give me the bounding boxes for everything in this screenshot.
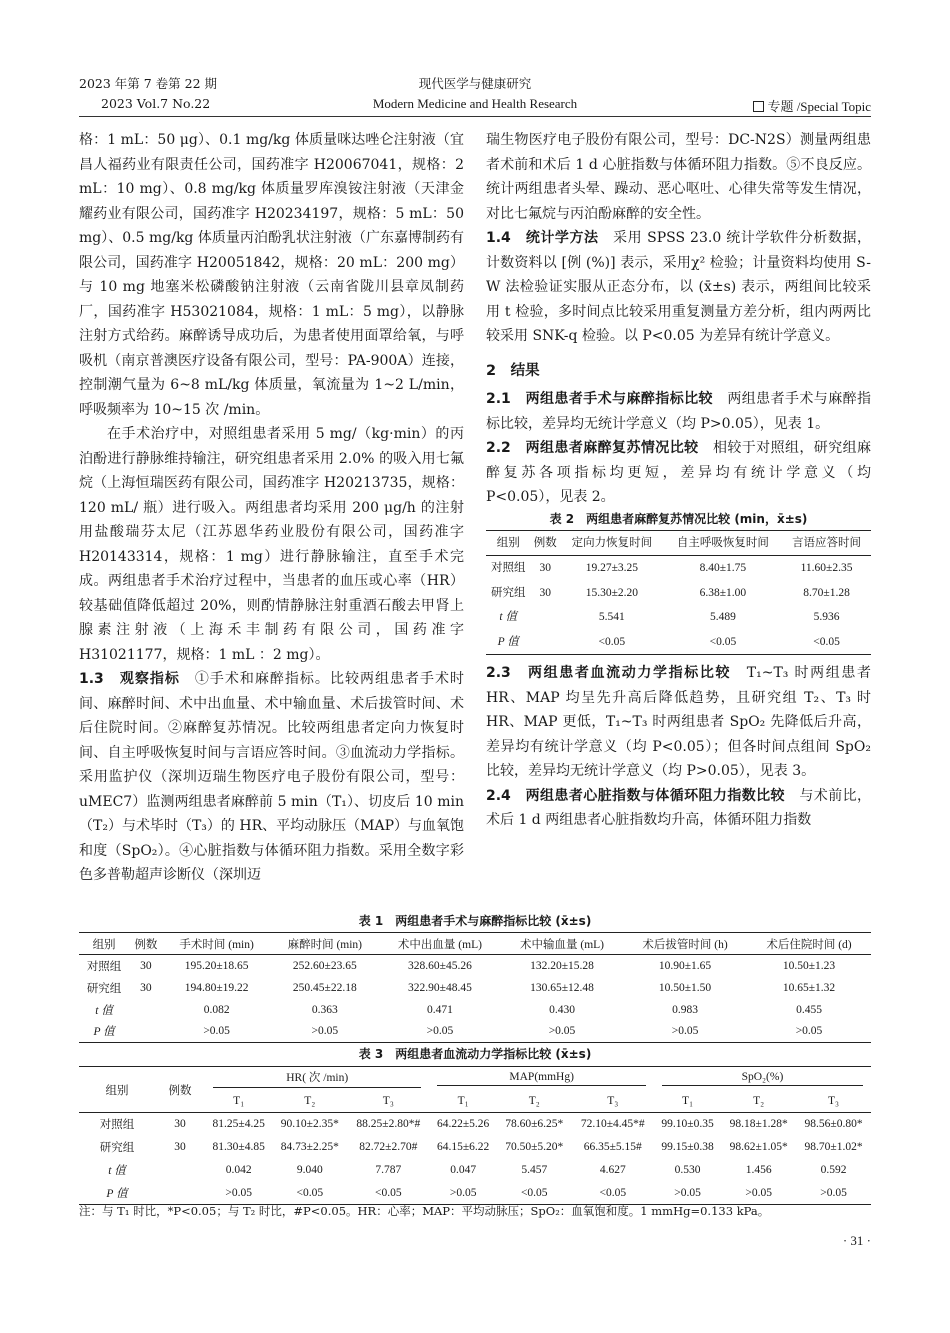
table2-row xyxy=(486,605,871,630)
table3-cell: t 值 xyxy=(108,1165,126,1177)
t3-time-header: T₃ xyxy=(572,1090,654,1113)
table1-header-cell: 术中输血量 (mL) xyxy=(501,933,623,955)
section-2-3-text: T₁~T₃ 时两组患者 HR、MAP 均呈先升高后降低趋势，且研究组 T₂、T₃ 时 HR、MAP 更低，T₁~T₃ 时两组患者 SpO₂ 先降低后升高，差异均有统计学意义（均 P<0.05）；但各时间点组间 SpO₂ 比较，差异均无统计学意义（均 P>0.05），见表 3。 xyxy=(486,665,871,779)
table1-cell: >0.05 xyxy=(379,1021,501,1043)
section-2-2-text: 相较于对照组，研究组麻醉复苏各项指标均更短，差异均有统计学意义（均 P<0.05），见表 2。 xyxy=(486,440,872,505)
table-3-note: 注：与 T₁ 时比，*P<0.05；与 T₂ 时比，#P<0.05。HR：心率；MAP：平均动脉压；SpO₂：血氧饱和度。1 mmHg=0.133 kPa。 xyxy=(79,1204,770,1218)
t3-group-header xyxy=(429,1067,653,1090)
t3-time-header: T₁ xyxy=(429,1090,496,1113)
t3-group-label: HR( 次 /min) xyxy=(213,1069,421,1088)
table3-cell: P 值 xyxy=(79,1182,155,1205)
table1-row xyxy=(79,977,871,999)
section-2-1 xyxy=(486,387,871,436)
table2-header-cell: 言语应答时间 xyxy=(782,530,871,556)
table3-cell: 对照组 xyxy=(99,1119,135,1132)
table1-cell xyxy=(129,1021,162,1043)
section-2-4-text: 与术前比，术后 1 d 两组患者心脏指数均升高，体循环阻力指数 xyxy=(486,787,872,828)
table2-header-cell: 组别 xyxy=(486,530,530,556)
table1-cell: 30 xyxy=(140,981,152,994)
table3-cell: 66.35±5.15# xyxy=(583,1141,642,1153)
table-1-caption: 表 1 两组患者手术与麻醉指标比较 (x̄±s) xyxy=(358,914,592,928)
table2-cell: 30 xyxy=(539,562,551,574)
table3-cell: 0.042 xyxy=(225,1164,252,1176)
section-2-2-title: 2.2 两组患者麻醉复苏情况比较 xyxy=(486,440,699,456)
table2-cell: 5.936 xyxy=(813,611,840,623)
table3-cell: 81.25±4.25 xyxy=(212,1118,265,1131)
t3-time-header: T₂ xyxy=(272,1090,347,1113)
section-1-4-text: 采用 SPSS 23.0 统计学软件分析数据，计数资料以 [例 (%)] 表示，采用χ² 检验；计量资料均使用 S-W 法检验证实服从正态分布，以 (x̄±s) 表示，两组间比较采用 t 检验，多时间点比较采用重复测量方差分析，组内两两比较采用 SNK-q 检验。以 P<0.05 为差异有统计学意义。 xyxy=(486,230,872,344)
table3-cell: >0.05 xyxy=(654,1182,721,1205)
table2-cell: <0.05 xyxy=(560,630,664,655)
t3-header-n: 例数 xyxy=(155,1067,205,1113)
table1-cell: 0.455 xyxy=(796,1003,822,1016)
paragraph-continued: 瑞生物医疗电子股份有限公司，型号：DC-N2S）测量两组患者术前和术后 1 d 心脏指数与体循环阻力指数。⑤不良反应。统计两组患者头晕、躁动、恶心呕吐、心律失常等发生情况，对比七氟烷与丙泊酚麻醉的安全性。 xyxy=(486,132,871,222)
table1-cell: 10.65±1.32 xyxy=(782,981,836,994)
table1-cell: 328.60±45.26 xyxy=(408,959,472,972)
table2-header-cell: 例数 xyxy=(530,530,560,556)
table3-row xyxy=(79,1182,871,1205)
table3-cell: 5.457 xyxy=(521,1164,548,1176)
table1-row xyxy=(79,999,871,1021)
table1-cell: 250.45±22.18 xyxy=(292,981,357,994)
table3-cell: 64.22±5.26 xyxy=(436,1118,490,1131)
table3-cell: <0.05 xyxy=(272,1182,347,1205)
section-2-4 xyxy=(486,784,871,833)
table3-cell: >0.05 xyxy=(721,1182,796,1205)
table3-cell: 82.72±2.70# xyxy=(359,1141,418,1153)
table2-cell xyxy=(530,630,560,655)
table1-cell: >0.05 xyxy=(271,1021,379,1043)
section-2-2 xyxy=(486,436,871,510)
table1-cell: 0.430 xyxy=(549,1003,575,1016)
table1-cell: 0.363 xyxy=(311,1003,338,1016)
table1-cell: >0.05 xyxy=(163,1021,271,1043)
table1-cell: 132.20±15.28 xyxy=(530,959,594,972)
section-label-text: 专题 /Special Topic xyxy=(767,99,871,114)
table1-cell: 194.80±19.22 xyxy=(184,981,249,994)
table2-cell: 5.541 xyxy=(598,611,625,623)
table2-cell xyxy=(530,605,560,630)
table2-cell: <0.05 xyxy=(664,630,782,655)
table3-cell: 78.60±6.25* xyxy=(505,1118,564,1131)
t3-group-header xyxy=(654,1067,871,1090)
table2-cell: 19.27±3.25 xyxy=(585,562,638,574)
journal-issue-en: 2023 Vol.7 No.22 xyxy=(101,96,211,111)
table1-header-cell: 麻醉时间 (min) xyxy=(271,933,379,955)
table1-cell xyxy=(129,999,162,1021)
table3-cell: 1.456 xyxy=(745,1164,772,1176)
table1-header-cell: 术中出血量 (mL) xyxy=(379,933,501,955)
left-column xyxy=(79,128,464,888)
table3-cell: 70.50±5.20* xyxy=(505,1141,564,1153)
table3-cell: 30 xyxy=(174,1118,186,1131)
table3-cell: <0.05 xyxy=(497,1182,572,1205)
table3-row xyxy=(79,1113,871,1136)
table2-cell: 30 xyxy=(539,586,551,599)
table3-cell: 9.040 xyxy=(296,1164,323,1176)
t3-time-header: T₃ xyxy=(347,1090,429,1113)
table2-cell: P 值 xyxy=(486,630,530,655)
table-3-caption: 表 3 两组患者血流动力学指标比较 (x̄±s) xyxy=(358,1047,592,1061)
table3-cell: 0.047 xyxy=(450,1164,477,1176)
table3-cell xyxy=(155,1182,205,1205)
table3-cell: >0.05 xyxy=(205,1182,272,1205)
t3-time-header: T₃ xyxy=(796,1090,871,1113)
table1-cell: 10.90±1.65 xyxy=(658,959,712,972)
section-label xyxy=(753,96,871,115)
t3-time-header: T₁ xyxy=(654,1090,721,1113)
table2-cell: t 值 xyxy=(499,611,517,623)
t3-group-label: SpO₂(%) xyxy=(662,1071,863,1086)
table3-cell: 98.70±1.02* xyxy=(804,1141,863,1153)
table1-header-cell: 组别 xyxy=(79,933,129,955)
table1-cell: 10.50±1.50 xyxy=(658,981,712,994)
table2-cell: 6.38±1.00 xyxy=(699,586,747,599)
t3-group-header xyxy=(205,1067,429,1090)
table3-row xyxy=(79,1159,871,1182)
table1-cell: 252.60±23.65 xyxy=(292,959,357,972)
table3-cell: 99.10±0.35 xyxy=(661,1118,714,1131)
header-rule xyxy=(79,116,871,117)
table1-cell: 195.20±18.65 xyxy=(184,959,249,972)
table2-cell: <0.05 xyxy=(782,630,871,655)
table3-cell: 88.25±2.80*# xyxy=(356,1118,421,1131)
table2-row xyxy=(486,556,871,581)
table1-cell: 0.471 xyxy=(426,1003,453,1016)
table3-cell: 84.73±2.25* xyxy=(280,1141,339,1153)
table3-cell: 0.592 xyxy=(820,1164,847,1176)
table2-cell: 对照组 xyxy=(490,562,526,574)
table3-cell: 64.15±6.22 xyxy=(436,1141,490,1153)
page-number: · 31 · xyxy=(842,1233,871,1248)
table1-cell: t 值 xyxy=(95,1004,113,1017)
table1-cell: 0.082 xyxy=(203,1003,230,1016)
table3-cell: 98.56±0.80* xyxy=(804,1118,863,1131)
t3-time-header: T₂ xyxy=(497,1090,572,1113)
table3-cell: 90.10±2.35* xyxy=(280,1118,339,1131)
section-1-3-title: 1.3 观察指标 xyxy=(79,671,180,687)
right-column xyxy=(486,128,871,833)
table2-header-cell: 自主呼吸恢复时间 xyxy=(664,530,782,556)
t3-header-group: 组别 xyxy=(79,1067,155,1113)
table1-cell: 研究组 xyxy=(86,982,122,995)
table3-cell: 7.787 xyxy=(375,1164,402,1176)
table3-cell: 4.627 xyxy=(599,1164,626,1176)
table1-cell: >0.05 xyxy=(623,1021,747,1043)
table2-cell: 研究组 xyxy=(490,586,526,599)
table1-cell: 30 xyxy=(140,959,152,972)
table3-cell xyxy=(155,1159,205,1182)
table3-row xyxy=(79,1136,871,1159)
table3-cell: >0.05 xyxy=(429,1182,496,1205)
journal-title-en: Modern Medicine and Health Research xyxy=(372,96,578,111)
table3-cell: 0.530 xyxy=(674,1164,701,1176)
table3-cell: 98.62±1.05* xyxy=(729,1141,788,1153)
table1-cell: P 值 xyxy=(79,1021,129,1043)
paragraph-drugs: 格：1 mL：50 μg）、0.1 mg/kg 体质量咪达唑仑注射液（宜昌人福药业有限责任公司，国药准字 H20067041，规格：2 mL：10 mg）、0.8 mg/kg 体质量罗库溴铵注射液（天津金耀药业有限公司，国药准字 H20234197，规格：5 mL：50 mg）、0.5 mg/kg 体质量丙泊酚乳状注射液（广东嘉博制药有限公司，国药准字 H20051842，规格：20 mL：200 mg）与 10 mg 地塞米松磷酸钠注射液（云南省陇川县章凤制药厂，国药准字 H53021084，规格：1 mL：5 mg），以静脉注射方式给药。麻醉诱导成功后，为患者使用面罩给氧，与呼吸机（南京普澳医疗设备有限公司，型号：PA-900A）连接，控制潮气量为 6~8 mL/kg 体质量，氧流量为 1~2 L/min，呼吸频率为 10~15 次 /min。 xyxy=(79,132,464,418)
table1-cell: 322.90±48.45 xyxy=(408,981,472,994)
table3-cell: <0.05 xyxy=(572,1182,654,1205)
section-2-heading: 2 结果 xyxy=(486,362,540,379)
table1-header-cell: 术后拔管时间 (h) xyxy=(623,933,747,955)
section-1-4 xyxy=(486,226,871,349)
section-2-4-title: 2.4 两组患者心脏指数与体循环阻力指数比较 xyxy=(486,787,785,804)
section-1-3 xyxy=(79,667,464,888)
table3-cell: 98.18±1.28* xyxy=(729,1118,788,1131)
page-header xyxy=(79,74,871,118)
table3-cell: 81.30±4.85 xyxy=(212,1141,265,1153)
table3-cell: 研究组 xyxy=(99,1142,135,1154)
table2-cell: 15.30±2.20 xyxy=(585,586,638,599)
table1-cell: 对照组 xyxy=(86,960,122,973)
section-1-4-title: 1.4 统计学方法 xyxy=(486,230,599,246)
table1-row xyxy=(79,955,871,977)
section-2-3-title: 2.3 两组患者血流动力学指标比较 xyxy=(486,665,732,681)
table1-cell: 10.50±1.23 xyxy=(782,959,836,972)
table1-cell: >0.05 xyxy=(501,1021,623,1043)
table-2 xyxy=(486,530,871,656)
journal-title-cn: 现代医学与健康研究 xyxy=(418,76,532,91)
table3-cell: >0.05 xyxy=(796,1182,871,1205)
table2-row xyxy=(486,581,871,606)
table3-cell: 30 xyxy=(174,1141,186,1153)
table2-cell: 8.70±1.28 xyxy=(803,586,850,599)
section-2-3 xyxy=(486,661,871,784)
checkbox-square-icon xyxy=(753,101,764,112)
table3-cell: <0.05 xyxy=(347,1182,429,1205)
table2-cell: 5.489 xyxy=(709,611,736,623)
t3-time-header: T₂ xyxy=(721,1090,796,1113)
t3-time-header: T₁ xyxy=(205,1090,272,1113)
paragraph-treatment: 在手术治疗中，对照组患者采用 5 mg/（kg·min）的丙泊酚进行静脉维持输注，研究组患者采用 2.0% 的吸入用七氟烷（上海恒瑞医药有限公司，国药准字 H20213735，规格：120 mL/ 瓶）进行吸入。两组患者均采用 200 μg/h 的注射用盐酸瑞芬太尼（江苏恩华药业股份有限公司，国药准字 H20143314，规格：1 mg）进行静脉输注，直至手术完成。两组患者手术治疗过程中，当患者的血压或心率（HR）较基础值降低超过 20%，则酌情静脉注射重酒石酸去甲肾上腺素注射液（上海禾丰制药有限公司，国药准字 H31021177，规格：1 mL ：2 mg）。 xyxy=(79,426,464,663)
table1-row xyxy=(79,1021,871,1043)
table2-cell: 11.60±2.35 xyxy=(800,562,853,574)
table1-header-cell: 术后住院时间 (d) xyxy=(747,933,871,955)
table1-header-cell: 手术时间 (min) xyxy=(163,933,271,955)
section-2-1-text: 两组患者手术与麻醉指标比较，差异均无统计学意义（均 P>0.05），见表 1。 xyxy=(486,391,872,432)
table1-header-cell: 例数 xyxy=(129,933,162,955)
table3-cell: 99.15±0.38 xyxy=(661,1141,714,1153)
table-2-caption: 表 2 两组患者麻醉复苏情况比较 (min，x̄±s) xyxy=(549,511,808,526)
t3-group-label: MAP(mmHg) xyxy=(437,1071,645,1086)
journal-issue-cn: 2023 年第 7 卷第 22 期 xyxy=(79,76,218,91)
section-2-1-title: 2.1 两组患者手术与麻醉指标比较 xyxy=(486,391,713,407)
table2-header-cell: 定向力恢复时间 xyxy=(560,530,664,556)
table1-cell: 0.983 xyxy=(672,1003,698,1016)
table1-cell: >0.05 xyxy=(747,1021,871,1043)
table-1 xyxy=(79,932,871,1043)
table1-cell: 130.65±12.48 xyxy=(530,981,594,994)
table2-cell: 8.40±1.75 xyxy=(699,562,747,574)
table-3 xyxy=(79,1066,871,1205)
section-1-3-text: ①手术和麻醉指标。比较两组患者手术时间、麻醉时间、术中出血量、术中输血量、术后拔管时间、术后住院时间。②麻醉复苏情况。比较两组患者定向力恢复时间、自主呼吸恢复时间与言语应答时间。③血流动力学指标。采用监护仪（深圳迈瑞生物医疗电子股份有限公司，型号：uMEC7）监测两组患者麻醉前 5 min（T₁）、切皮后 10 min（T₂）与术毕时（T₃）的 HR、平均动脉压（MAP）与血氧饱和度（SpO₂）。④心脏指数与体循环阻力指数。采用全数字彩色多普勒超声诊断仪（深圳迈 xyxy=(79,671,465,883)
table2-row xyxy=(486,630,871,655)
table3-cell: 72.10±4.45*# xyxy=(580,1118,645,1131)
